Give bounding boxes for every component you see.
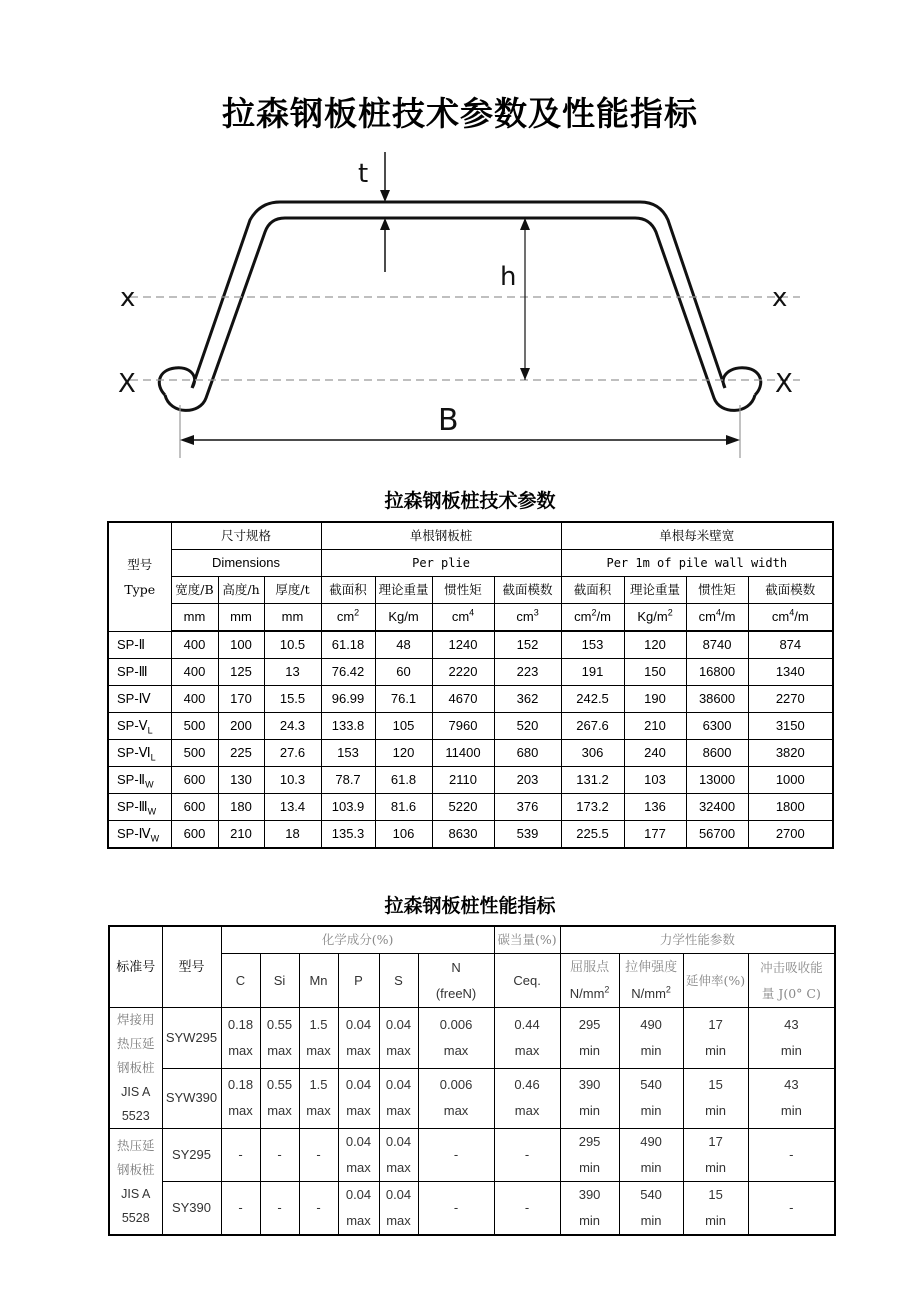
value-cell: 6300 [686,713,748,740]
value-cell: 103 [624,767,686,794]
value-cell: 0.04 max [338,1129,379,1182]
col-yield: 屈服点 $N/mm^2$ [560,954,619,1008]
value-cell: 210 [218,821,264,849]
value-cell: 177 [624,821,686,849]
value-cell: 225 [218,740,264,767]
value-cell: 191 [561,659,624,686]
empty-cell: - [299,1129,338,1182]
value-cell: 170 [218,686,264,713]
col-height: 高度/h [218,577,264,604]
pile-header-en: Per plie [321,550,561,577]
value-cell: 15 min [683,1068,748,1129]
value-cell: 136 [624,794,686,821]
value-cell: 0.18 max [221,1008,260,1069]
section-title-params: 拉森钢板桩技术参数 [384,490,556,512]
value-cell: 0.18 max [221,1068,260,1129]
unit: mm [264,604,321,632]
value-cell: 15.5 [264,686,321,713]
value-cell: 131.2 [561,767,624,794]
value-cell: 152 [494,631,561,659]
value-cell: 0.04 max [379,1129,418,1182]
value-cell: 4670 [432,686,494,713]
value-cell: 173.2 [561,794,624,821]
dim-header-cn: 尺寸规格 [171,522,321,550]
empty-cell: - [260,1129,299,1182]
value-cell: 190 [624,686,686,713]
value-cell: 2700 [748,821,833,849]
value-cell: 0.04 max [338,1008,379,1069]
value-cell: 390 min [560,1068,619,1129]
type-header: 型号 [162,926,221,1008]
value-cell: 120 [624,631,686,659]
value-cell: 10.5 [264,631,321,659]
value-cell: 600 [171,821,218,849]
type-cell: $SP-Ⅵ_L$ [108,740,171,767]
empty-cell: - [221,1129,260,1182]
value-cell: 500 [171,713,218,740]
empty-cell: - [299,1182,338,1236]
col-modulus: 截面模数 [494,577,561,604]
table-row [109,1182,835,1236]
table-row [109,1068,835,1129]
col-Ceq: Ceq. [494,954,560,1008]
table-row [108,686,833,713]
type-cell: SY390 [162,1182,221,1236]
value-cell: 8600 [686,740,748,767]
value-cell: 60 [375,659,432,686]
value-cell: 3150 [748,713,833,740]
value-cell: 16800 [686,659,748,686]
value-cell: 8740 [686,631,748,659]
value-cell: 540 min [619,1182,683,1236]
value-cell: 1.5 max [299,1008,338,1069]
col-S: S [379,954,418,1008]
value-cell: 56700 [686,821,748,849]
standard-jis-a5523: 焊接用 热压延 钢板桩 JIS A 5523 [109,1008,162,1129]
params-table [107,521,834,849]
value-cell: 43 min [748,1068,835,1129]
value-cell: 600 [171,794,218,821]
value-cell: 150 [624,659,686,686]
unit: $cm^4/m$ [686,604,748,632]
value-cell: 490 min [619,1008,683,1069]
value-cell: 153 [321,740,375,767]
type-cell: SYW390 [162,1068,221,1129]
value-cell: 2270 [748,686,833,713]
value-cell: 76.42 [321,659,375,686]
value-cell: 1240 [432,631,494,659]
value-cell: 76.1 [375,686,432,713]
col-width: 宽度/B [171,577,218,604]
value-cell: 200 [218,713,264,740]
value-cell: 242.5 [561,686,624,713]
table-row [108,821,833,849]
value-cell: 680 [494,740,561,767]
value-cell: 400 [171,686,218,713]
col-wall-modulus: 截面模数 [748,577,833,604]
std-header: 标准号 [109,926,162,1008]
table-row [108,659,833,686]
value-cell: 1800 [748,794,833,821]
value-cell: 153 [561,631,624,659]
value-cell: 400 [171,631,218,659]
value-cell: 17 min [683,1008,748,1069]
value-cell: 81.6 [375,794,432,821]
label-X-left: X [118,369,136,399]
value-cell: 133.8 [321,713,375,740]
value-cell: 210 [624,713,686,740]
unit: $cm^2$ [321,604,375,632]
value-cell: 306 [561,740,624,767]
value-cell: 24.3 [264,713,321,740]
sheet-pile-diagram [110,140,810,470]
section-title-performance: 拉森钢板桩性能指标 [384,895,556,917]
value-cell: 5220 [432,794,494,821]
value-cell: 2110 [432,767,494,794]
ceq-header: 碳当量(%) [494,926,560,954]
unit: $cm^4/m$ [748,604,833,632]
value-cell: 0.006 max [418,1068,494,1129]
col-tensile: 拉伸强度 $N/mm^2$ [619,954,683,1008]
value-cell: 0.44 max [494,1008,560,1069]
value-cell: 295 min [560,1129,619,1182]
empty-cell: - [221,1182,260,1236]
dim-header-en: Dimensions [171,550,321,577]
standard-jis-a5528: 热压延 钢板桩 JIS A 5528 [109,1129,162,1236]
wall-header-en: Per 1m of pile wall width [561,550,833,577]
pile-outline-outer [159,202,760,395]
value-cell: 18 [264,821,321,849]
value-cell: 539 [494,821,561,849]
col-thickness: 厚度/t [264,577,321,604]
mech-header: 力学性能参数 [560,926,835,954]
empty-cell: - [418,1129,494,1182]
value-cell: 103.9 [321,794,375,821]
value-cell: 105 [375,713,432,740]
value-cell: 48 [375,631,432,659]
value-cell: 500 [171,740,218,767]
performance-table [108,925,836,1236]
value-cell: 38600 [686,686,748,713]
value-cell: 225.5 [561,821,624,849]
col-wall-weight: 理论重量 [624,577,686,604]
value-cell: 180 [218,794,264,821]
table-row [108,767,833,794]
label-B: B [438,403,459,438]
value-cell: 32400 [686,794,748,821]
page-title: 拉森钢板桩技术参数及性能指标 [222,94,698,133]
pile-header-cn: 单根钢板桩 [321,522,561,550]
table-row [108,740,833,767]
col-impact: 冲击吸收能 量 J(0° C) [748,954,835,1008]
col-wall-inertia: 惯性矩 [686,577,748,604]
unit: mm [171,604,218,632]
col-wall-area: 截面积 [561,577,624,604]
value-cell: 1340 [748,659,833,686]
empty-cell: - [494,1182,560,1236]
value-cell: 61.8 [375,767,432,794]
value-cell: 43 min [748,1008,835,1069]
value-cell: 0.04 max [338,1068,379,1129]
value-cell: 1.5 max [299,1068,338,1129]
type-cell: SP-Ⅲ [108,659,171,686]
table-row [109,1008,835,1069]
wall-header-cn: 单根每米壁宽 [561,522,833,550]
value-cell: 106 [375,821,432,849]
value-cell: 600 [171,767,218,794]
label-h: h [500,262,517,292]
type-cell: $SP-Ⅴ_L$ [108,713,171,740]
value-cell: 27.6 [264,740,321,767]
col-elongation: 延伸率(%) [683,954,748,1008]
value-cell: 130 [218,767,264,794]
value-cell: 3820 [748,740,833,767]
table-row [108,713,833,740]
value-cell: 390 min [560,1182,619,1236]
label-x-left: x [120,283,136,313]
value-cell: 362 [494,686,561,713]
value-cell: 1000 [748,767,833,794]
value-cell: 874 [748,631,833,659]
value-cell: 15 min [683,1182,748,1236]
value-cell: 135.3 [321,821,375,849]
type-cell: $SP-Ⅳ_W$ [108,821,171,849]
type-cell: $SP-Ⅱ_W$ [108,767,171,794]
value-cell: 13.4 [264,794,321,821]
value-cell: 376 [494,794,561,821]
value-cell: 125 [218,659,264,686]
value-cell: 10.3 [264,767,321,794]
unit: $cm^4$ [432,604,494,632]
value-cell: 61.18 [321,631,375,659]
table-row [108,631,833,659]
pile-outline-inner [165,218,755,410]
col-weight: 理论重量 [375,577,432,604]
value-cell: 0.46 max [494,1068,560,1129]
col-Mn: Mn [299,954,338,1008]
label-x-right: x [772,283,788,313]
label-X-right: X [775,369,793,399]
empty-cell: - [260,1182,299,1236]
value-cell: 0.55 max [260,1008,299,1069]
col-inertia: 惯性矩 [432,577,494,604]
value-cell: 267.6 [561,713,624,740]
value-cell: 240 [624,740,686,767]
col-N: N (freeN) [418,954,494,1008]
type-cell: SP-Ⅱ [108,631,171,659]
chem-header: 化学成分(%) [221,926,494,954]
value-cell: 11400 [432,740,494,767]
unit: mm [218,604,264,632]
value-cell: 96.99 [321,686,375,713]
value-cell: 203 [494,767,561,794]
col-P: P [338,954,379,1008]
type-cell: SP-Ⅳ [108,686,171,713]
unit: $cm^3$ [494,604,561,632]
type-cell: SYW295 [162,1008,221,1069]
label-t: t [358,159,369,189]
unit: $cm^2/m$ [561,604,624,632]
col-Si: Si [260,954,299,1008]
value-cell: 520 [494,713,561,740]
value-cell: 0.04 max [379,1182,418,1236]
value-cell: 295 min [560,1008,619,1069]
empty-cell: - [494,1129,560,1182]
value-cell: 78.7 [321,767,375,794]
table-row [108,794,833,821]
type-header: 型号 Type [108,522,171,631]
empty-cell: - [748,1129,835,1182]
value-cell: 13000 [686,767,748,794]
value-cell: 7960 [432,713,494,740]
empty-cell: - [418,1182,494,1236]
value-cell: 0.006 max [418,1008,494,1069]
value-cell: 13 [264,659,321,686]
value-cell: 17 min [683,1129,748,1182]
empty-cell: - [748,1182,835,1236]
value-cell: 400 [171,659,218,686]
value-cell: 540 min [619,1068,683,1129]
value-cell: 2220 [432,659,494,686]
col-C: C [221,954,260,1008]
value-cell: 100 [218,631,264,659]
value-cell: 8630 [432,821,494,849]
col-area: 截面积 [321,577,375,604]
type-cell: $SP-Ⅲ_W$ [108,794,171,821]
unit: $Kg/m^2$ [624,604,686,632]
value-cell: 120 [375,740,432,767]
type-cell: SY295 [162,1129,221,1182]
unit: Kg/m [375,604,432,632]
value-cell: 0.04 max [379,1008,418,1069]
value-cell: 0.04 max [338,1182,379,1236]
value-cell: 0.04 max [379,1068,418,1129]
value-cell: 490 min [619,1129,683,1182]
value-cell: 223 [494,659,561,686]
table-row [109,1129,835,1182]
value-cell: 0.55 max [260,1068,299,1129]
